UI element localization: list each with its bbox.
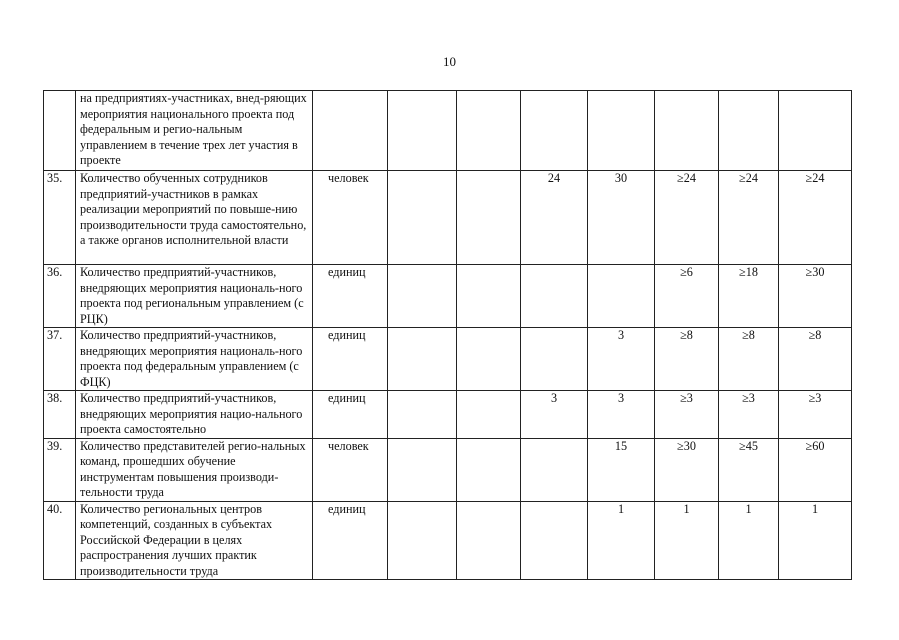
indicator-value: [388, 171, 457, 265]
row-number: 37.: [44, 328, 76, 391]
row-number: 40.: [44, 501, 76, 580]
table-row: [44, 91, 852, 171]
indicator-value: 1: [588, 501, 655, 580]
row-number: 36.: [44, 265, 76, 328]
indicator-value: [457, 328, 521, 391]
indicator-value: ≥30: [779, 265, 852, 328]
indicators-table: [43, 90, 852, 580]
table-row: [44, 391, 852, 439]
indicator-value: 30: [588, 171, 655, 265]
indicator-value: 3: [588, 328, 655, 391]
indicator-value: [521, 328, 588, 391]
indicator-value: [521, 501, 588, 580]
indicator-value: [779, 91, 852, 171]
indicator-value: ≥45: [719, 438, 779, 501]
unit-of-measure: человек: [313, 171, 388, 265]
indicator-description: Количество обученных сотрудников предприятий-участников в рамках реализации мероприятий по повыше-нию производительности труда самостоятельно, а также органов исполнительной власти: [76, 171, 313, 265]
indicator-value: [388, 265, 457, 328]
row-number: 35.: [44, 171, 76, 265]
table-row: [44, 438, 852, 501]
indicator-value: [521, 438, 588, 501]
indicator-value: ≥8: [719, 328, 779, 391]
indicator-value: ≥60: [779, 438, 852, 501]
indicator-value: 15: [588, 438, 655, 501]
indicator-value: [388, 438, 457, 501]
indicator-value: ≥8: [655, 328, 719, 391]
indicator-value: [521, 91, 588, 171]
table-row: [44, 328, 852, 391]
indicator-value: [457, 391, 521, 439]
indicator-value: [457, 501, 521, 580]
indicator-value: ≥24: [779, 171, 852, 265]
indicator-description: Количество представителей регио-нальных команд, прошедших обучение инструментам повышения производи-тельности труда: [76, 438, 313, 501]
indicator-value: [655, 91, 719, 171]
indicator-value: [388, 91, 457, 171]
indicator-value: [388, 391, 457, 439]
indicator-value: [588, 265, 655, 328]
indicator-value: [719, 91, 779, 171]
table-row: [44, 171, 852, 265]
unit-of-measure: единиц: [313, 265, 388, 328]
table-row: [44, 265, 852, 328]
indicator-value: [388, 328, 457, 391]
indicator-value: 1: [719, 501, 779, 580]
indicator-value: 1: [655, 501, 719, 580]
unit-of-measure: человек: [313, 438, 388, 501]
indicator-value: [457, 438, 521, 501]
indicator-value: [457, 265, 521, 328]
indicator-description: Количество предприятий-участников, внедряющих мероприятия националь-ного проекта под региональным управлением (с РЦК): [76, 265, 313, 328]
indicator-value: ≥18: [719, 265, 779, 328]
indicator-value: ≥3: [779, 391, 852, 439]
row-number: [44, 91, 76, 171]
indicator-value: [457, 91, 521, 171]
indicator-value: ≥3: [655, 391, 719, 439]
indicator-value: 24: [521, 171, 588, 265]
page-number: 10: [443, 54, 456, 69]
indicator-value: [388, 501, 457, 580]
indicator-value: ≥30: [655, 438, 719, 501]
indicator-value: ≥8: [779, 328, 852, 391]
indicator-value: [457, 171, 521, 265]
indicator-description: Количество предприятий-участников, внедряющих мероприятия националь-ного проекта под федеральным управлением (с ФЦК): [76, 328, 313, 391]
indicator-value: [588, 91, 655, 171]
indicator-description: Количество предприятий-участников, внедряющих мероприятия нацио-нального проекта самостоятельно: [76, 391, 313, 439]
unit-of-measure: единиц: [313, 501, 388, 580]
indicator-description: Количество региональных центров компетенций, созданных в субъектах Российской Федерации в целях распространения лучших практик производительности труда: [76, 501, 313, 580]
table-row: [44, 501, 852, 580]
indicator-value: ≥24: [719, 171, 779, 265]
indicator-value: [521, 265, 588, 328]
indicator-value: ≥6: [655, 265, 719, 328]
unit-of-measure: [313, 91, 388, 171]
unit-of-measure: единиц: [313, 391, 388, 439]
row-number: 38.: [44, 391, 76, 439]
unit-of-measure: единиц: [313, 328, 388, 391]
indicator-value: ≥3: [719, 391, 779, 439]
indicator-value: 1: [779, 501, 852, 580]
indicator-value: 3: [521, 391, 588, 439]
indicator-value: 3: [588, 391, 655, 439]
indicator-description: на предприятиях-участниках, внед-ряющих мероприятия национального проекта под федеральным и регио-нальным управлением в течение трех лет участия в проекте: [76, 91, 313, 171]
indicator-value: ≥24: [655, 171, 719, 265]
row-number: 39.: [44, 438, 76, 501]
